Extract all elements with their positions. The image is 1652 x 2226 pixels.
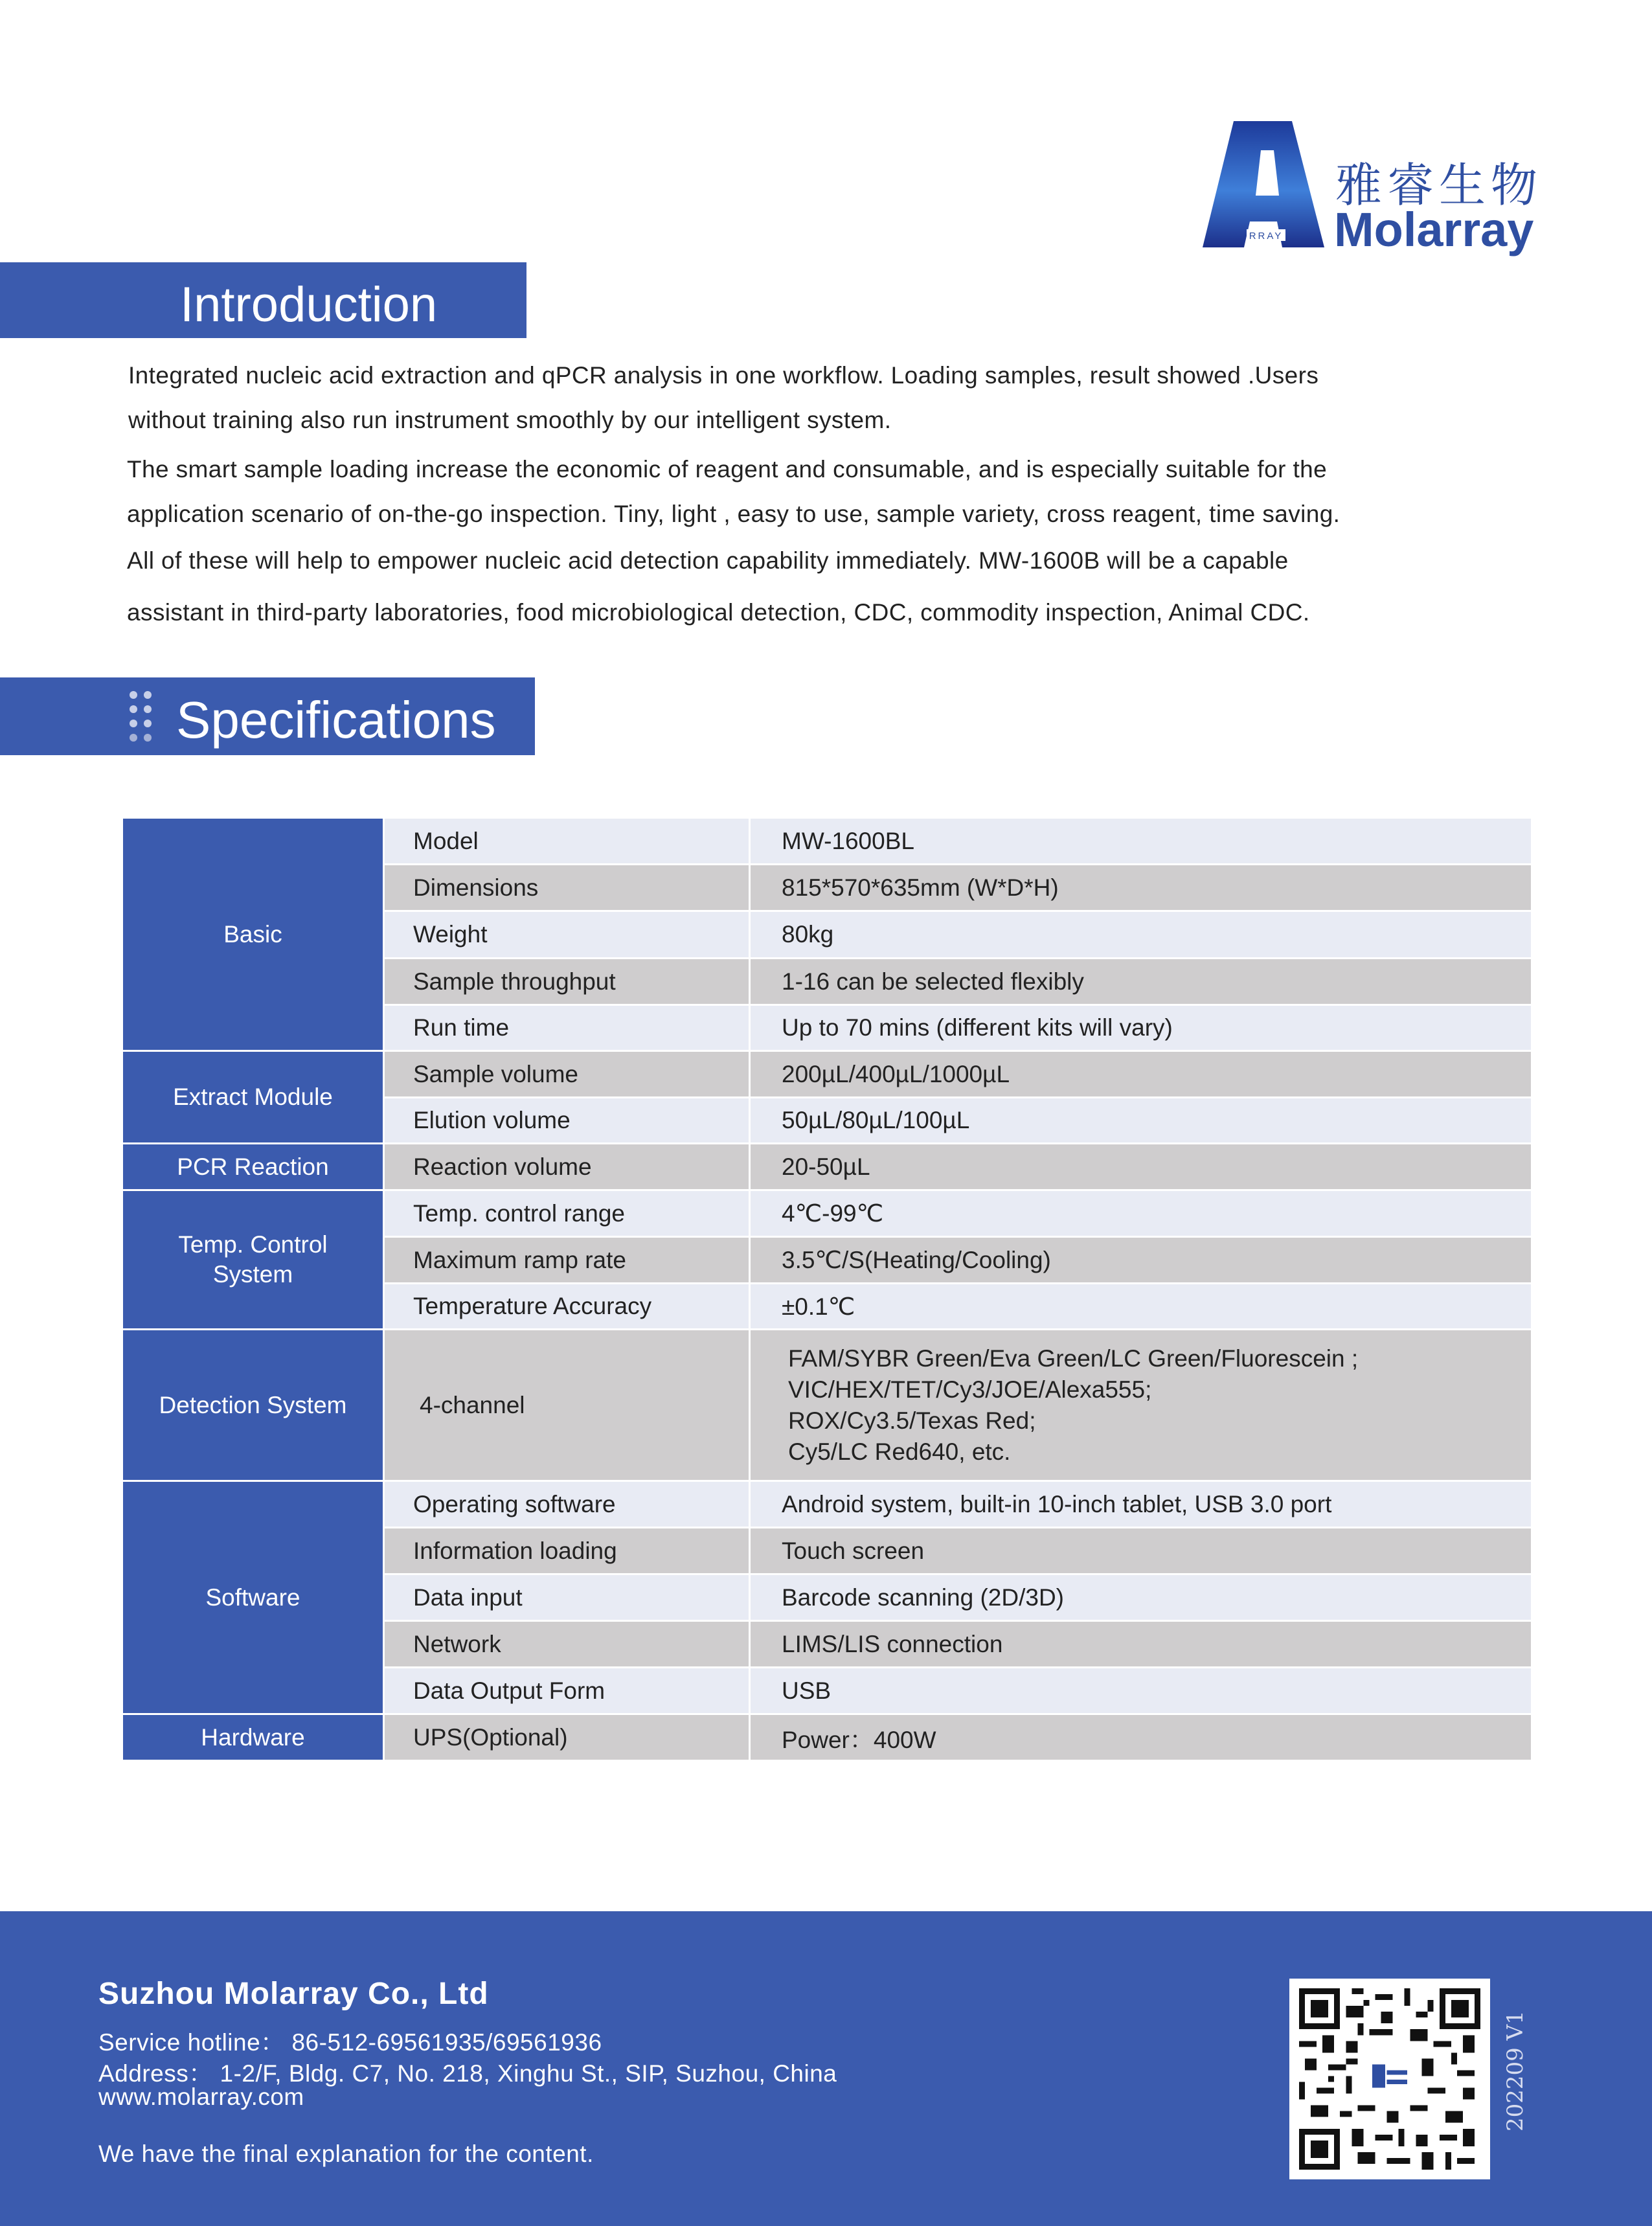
value-cell: Android system, built-in 10-inch tablet, USB 3.0 port xyxy=(750,1481,1532,1528)
param-cell: Data input xyxy=(384,1574,750,1621)
value-cell: 80kg xyxy=(750,911,1532,959)
param-cell: Operating software xyxy=(384,1481,750,1528)
category-hardware: Hardware xyxy=(122,1714,384,1761)
param-cell: Run time xyxy=(384,1005,750,1051)
category-detection-system: Detection System xyxy=(122,1330,384,1481)
value-cell: 20-50µL xyxy=(750,1144,1532,1190)
company-name: Suzhou Molarray Co., Ltd xyxy=(98,1977,489,2011)
param-cell: Temperature Accuracy xyxy=(384,1284,750,1330)
param-cell: Weight xyxy=(384,911,750,959)
value-cell: 4℃-99℃ xyxy=(750,1190,1532,1237)
specifications-heading: Specifications xyxy=(176,691,496,749)
version-label: 202209 V1 xyxy=(1502,2010,1528,2131)
website-link[interactable]: www.molarray.com xyxy=(98,2084,304,2110)
footer xyxy=(0,1911,1652,2226)
value-cell xyxy=(750,1330,1532,1481)
param-cell: Sample volume xyxy=(384,1051,750,1098)
table-row xyxy=(122,1051,1532,1098)
param-cell: Sample throughput xyxy=(384,959,750,1005)
param-cell: Dimensions xyxy=(384,865,750,911)
category-pcr-reaction: PCR Reaction xyxy=(122,1144,384,1190)
param-cell: Elution volume xyxy=(384,1098,750,1144)
value-cell: MW-1600BL xyxy=(750,818,1532,865)
dots-grid-icon xyxy=(127,690,155,747)
introduction-heading: Introduction xyxy=(180,277,438,332)
introduction-heading-band xyxy=(0,262,526,338)
value-cell: USB xyxy=(750,1668,1532,1714)
value-cell: Barcode scanning (2D/3D) xyxy=(750,1574,1532,1621)
param-cell: Model xyxy=(384,818,750,865)
table-row xyxy=(122,1714,1532,1761)
value-line: Cy5/LC Red640, etc. xyxy=(788,1438,1011,1465)
intro-line: application scenario of on-the-go inspection. Tiny, light , easy to use, sample variety, cross reagent, time saving. xyxy=(127,501,1341,527)
table-row xyxy=(122,1481,1532,1528)
value-cell: Power：400W xyxy=(750,1714,1532,1761)
intro-line: assistant in third-party laboratories, food microbiological detection, CDC, commodity inspection, Animal CDC. xyxy=(127,599,1310,626)
value-cell: 815*570*635mm (W*D*H) xyxy=(750,865,1532,911)
param-cell: Maximum ramp rate xyxy=(384,1237,750,1284)
value-cell: Up to 70 mins (different kits will vary) xyxy=(750,1005,1532,1051)
category-temp-control-system: Temp. Control System xyxy=(122,1190,384,1330)
value-line: FAM/SYBR Green/Eva Green/LC Green/Fluorescein ; xyxy=(788,1345,1359,1372)
intro-line: The smart sample loading increase the economic of reagent and consumable, and is especially suitable for the xyxy=(127,456,1328,483)
category-basic: Basic xyxy=(122,818,384,1051)
param-cell: Information loading xyxy=(384,1528,750,1574)
table-row xyxy=(122,1144,1532,1190)
value-cell: 1-16 can be selected flexibly xyxy=(750,959,1532,1005)
value-cell: 3.5℃/S(Heating/Cooling) xyxy=(750,1237,1532,1284)
param-cell: UPS(Optional) xyxy=(384,1714,750,1761)
value-cell: ±0.1℃ xyxy=(750,1284,1532,1330)
category-software: Software xyxy=(122,1481,384,1714)
company-logo xyxy=(1201,118,1543,260)
logo-a-mark-icon xyxy=(1201,118,1334,254)
intro-paragraph-1 xyxy=(128,353,1495,442)
param-cell: 4-channel xyxy=(384,1330,750,1481)
table-row xyxy=(122,1190,1532,1237)
table-row xyxy=(122,818,1532,865)
param-cell: Network xyxy=(384,1621,750,1668)
intro-line: Integrated nucleic acid extraction and qPCR analysis in one workflow. Loading samples, result showed .Users xyxy=(128,362,1319,389)
value-cell: Touch screen xyxy=(750,1528,1532,1574)
specifications-table xyxy=(121,817,1533,1762)
param-cell: Data Output Form xyxy=(384,1668,750,1714)
param-cell: Reaction volume xyxy=(384,1144,750,1190)
logo-name-en: Molarray xyxy=(1334,203,1534,256)
logo-mark-sub: RRAY xyxy=(1249,231,1284,242)
logo-name-cn: 雅睿生物 xyxy=(1335,158,1543,212)
table-row xyxy=(122,1330,1532,1481)
address: Address： 1-2/F, Bldg. C7, No. 218, Xinghu St., SIP, Suzhou, China xyxy=(98,2060,837,2087)
disclaimer: We have the final explanation for the content. xyxy=(98,2141,594,2167)
intro-line: without training also run instrument smoothly by our intelligent system. xyxy=(128,407,892,433)
intro-paragraph-2 xyxy=(127,447,1493,640)
intro-line: All of these will help to empower nucleic acid detection capability immediately. MW-1600B will be a capable xyxy=(127,547,1289,574)
value-line: ROX/Cy3.5/Texas Red; xyxy=(788,1407,1036,1434)
param-cell: Temp. control range xyxy=(384,1190,750,1237)
category-extract-module: Extract Module xyxy=(122,1051,384,1144)
value-cell: LIMS/LIS connection xyxy=(750,1621,1532,1668)
specifications-heading-band xyxy=(0,677,535,755)
value-cell: 50µL/80µL/100µL xyxy=(750,1098,1532,1144)
qr-code-icon xyxy=(1289,1979,1490,2179)
value-cell: 200µL/400µL/1000µL xyxy=(750,1051,1532,1098)
value-line: VIC/HEX/TET/Cy3/JOE/Alexa555; xyxy=(788,1376,1152,1403)
service-hotline: Service hotline： 86-512-69561935/69561936 xyxy=(98,2029,602,2056)
